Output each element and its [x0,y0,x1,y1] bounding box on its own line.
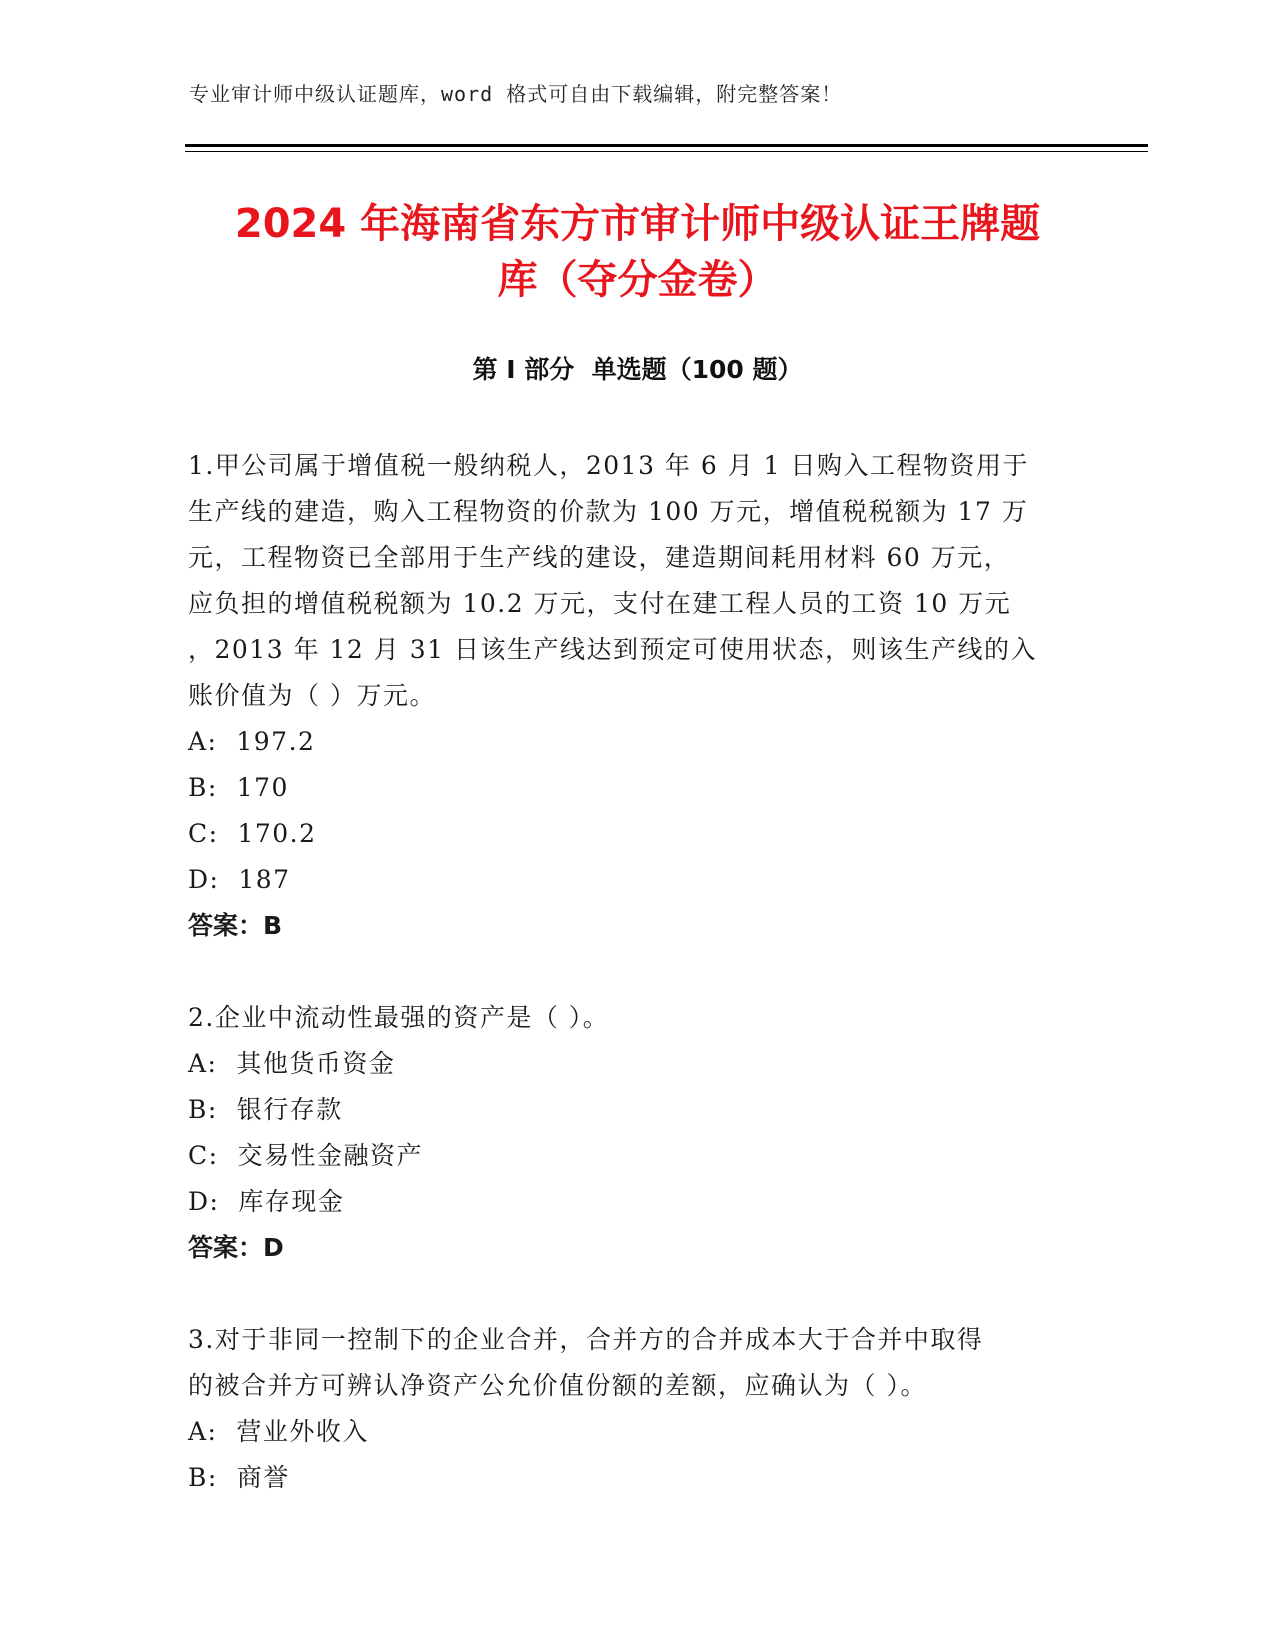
header-rule-thick [185,144,1148,147]
option-c: C: 170.2 [188,819,317,848]
section-heading: 第 I 部分 单选题（100 题） [472,355,803,384]
question-3 [188,1317,1068,1501]
answer: 答案：D [188,1233,284,1262]
question-list [188,443,1068,1501]
option-c: C: 交易性金融资产 [188,1141,423,1170]
question-text: 1.甲公司属于增值税一般纳税人，2013 年 6 月 1 日购入工程物资用于 生产线的建造，购入工程物资的价款为 100 万元，增值税税额为 17 万 元，工程物资已全部用于生产线的建设，建造期间耗用材料 60 万元， 应负担的增值税税额为 10.2 万元，支付在建工程人员的工资 10 万元 ，2013 年 12 月 31 日该生产线达到预定可使用状态，则该生产线的入 账价值为（ ）万元。 [188,451,1037,710]
question-text: 3.对于非同一控制下的企业合并，合并方的合并成本大于合并中取得 的被合并方可辨认净资产公允价值份额的差额，应确认为（ ）。 [188,1325,984,1400]
option-a: A: 营业外收入 [188,1417,369,1446]
answer: 答案：B [188,911,283,940]
option-d: D: 187 [188,865,291,894]
question-text: 2.企业中流动性最强的资产是（ ）。 [188,1003,610,1032]
document-title-text: 2024 年海南省东方市审计师中级认证王牌题 库（夺分金卷） [234,201,1041,303]
option-b: B: 商誉 [188,1463,290,1492]
question-2 [188,995,1068,1271]
option-a: A: 其他货币资金 [188,1049,396,1078]
option-b: B: 170 [188,773,289,802]
document-title [150,196,1125,308]
running-header: 专业审计师中级认证题库，word 格式可自由下载编辑，附完整答案！ [189,82,843,106]
option-b: B: 银行存款 [188,1095,343,1124]
question-1 [188,443,1068,949]
option-d: D: 库存现金 [188,1187,345,1216]
option-a: A: 197.2 [188,727,316,756]
header-rule-thin [185,151,1148,152]
